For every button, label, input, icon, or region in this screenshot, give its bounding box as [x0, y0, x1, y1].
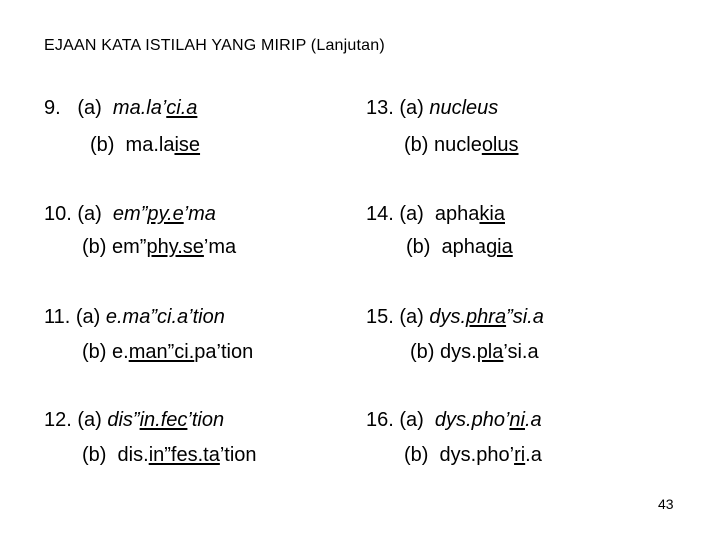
term-segment: py.e — [147, 203, 184, 225]
term-segment: ise — [174, 134, 201, 156]
term-line — [366, 97, 498, 120]
term-line — [44, 97, 197, 120]
term-line — [366, 203, 505, 226]
term-segment: .a — [525, 409, 542, 431]
term-segment: 15. (a) — [366, 306, 430, 328]
term-segment: 13. (a) — [366, 97, 430, 119]
term-segment: dys. — [429, 306, 467, 328]
term-segment: e.ma”ci.a’tion — [105, 306, 225, 328]
term-segment: nucleus — [429, 97, 499, 119]
term-line — [82, 236, 236, 259]
term-segment: ri — [514, 444, 526, 466]
term-segment: em” — [112, 203, 148, 225]
term-segment: 14. (a) apha — [366, 203, 480, 225]
term-segment: in.fec — [139, 409, 188, 431]
term-segment: dis” — [107, 409, 140, 431]
page-title: EJAAN KATA ISTILAH YANG MIRIP (Lanjutan) — [44, 37, 385, 54]
term-segment: pa’tion — [194, 341, 254, 363]
term-segment: man”ci. — [128, 341, 195, 363]
term-segment: ’ma — [203, 236, 237, 258]
term-segment: 10. (a) — [44, 203, 113, 225]
term-line — [366, 409, 542, 432]
term-segment: in”fes.ta — [148, 444, 220, 466]
term-segment: ”si.a — [506, 306, 544, 328]
term-segment: dys.pho’ — [434, 409, 510, 431]
term-segment: (b) dys.pho’ — [404, 444, 515, 466]
term-segment: kia — [479, 203, 505, 225]
term-segment: ci.a — [166, 97, 198, 119]
term-segment: (b) nucle — [404, 134, 482, 156]
term-line — [366, 306, 544, 329]
term-line — [406, 236, 513, 259]
term-segment: ma.la’ — [112, 97, 167, 119]
term-segment: (b) e. — [82, 341, 129, 363]
term-segment: ’tion — [219, 444, 257, 466]
term-segment: (b) dys. — [410, 341, 477, 363]
term-segment: ’si.a — [503, 341, 539, 363]
term-segment: phra — [466, 306, 507, 328]
term-segment: ni — [509, 409, 525, 431]
term-segment: 12. (a) — [44, 409, 108, 431]
term-segment: ’tion — [187, 409, 225, 431]
term-segment: (b) apha — [406, 236, 487, 258]
term-line — [90, 134, 200, 157]
term-line — [44, 306, 225, 329]
term-segment: (b) dis. — [82, 444, 149, 466]
term-segment: pla — [476, 341, 504, 363]
term-segment: 9. (a) — [44, 97, 113, 119]
term-segment: olus — [481, 134, 519, 156]
term-line — [404, 134, 519, 157]
term-segment: .a — [525, 444, 542, 466]
page-number: 43 — [658, 496, 674, 512]
term-line — [410, 341, 539, 364]
term-segment: ’ma — [183, 203, 216, 225]
term-line — [44, 203, 216, 226]
term-line — [404, 444, 542, 467]
term-line — [44, 409, 224, 432]
term-line — [82, 341, 253, 364]
term-segment: (b) em” — [82, 236, 147, 258]
term-segment: phy.se — [146, 236, 204, 258]
term-line — [82, 444, 257, 467]
term-segment: gia — [486, 236, 513, 258]
term-segment: (b) ma.la — [90, 134, 175, 156]
term-segment: 11. (a) — [44, 306, 106, 328]
term-segment: 16. (a) — [366, 409, 435, 431]
